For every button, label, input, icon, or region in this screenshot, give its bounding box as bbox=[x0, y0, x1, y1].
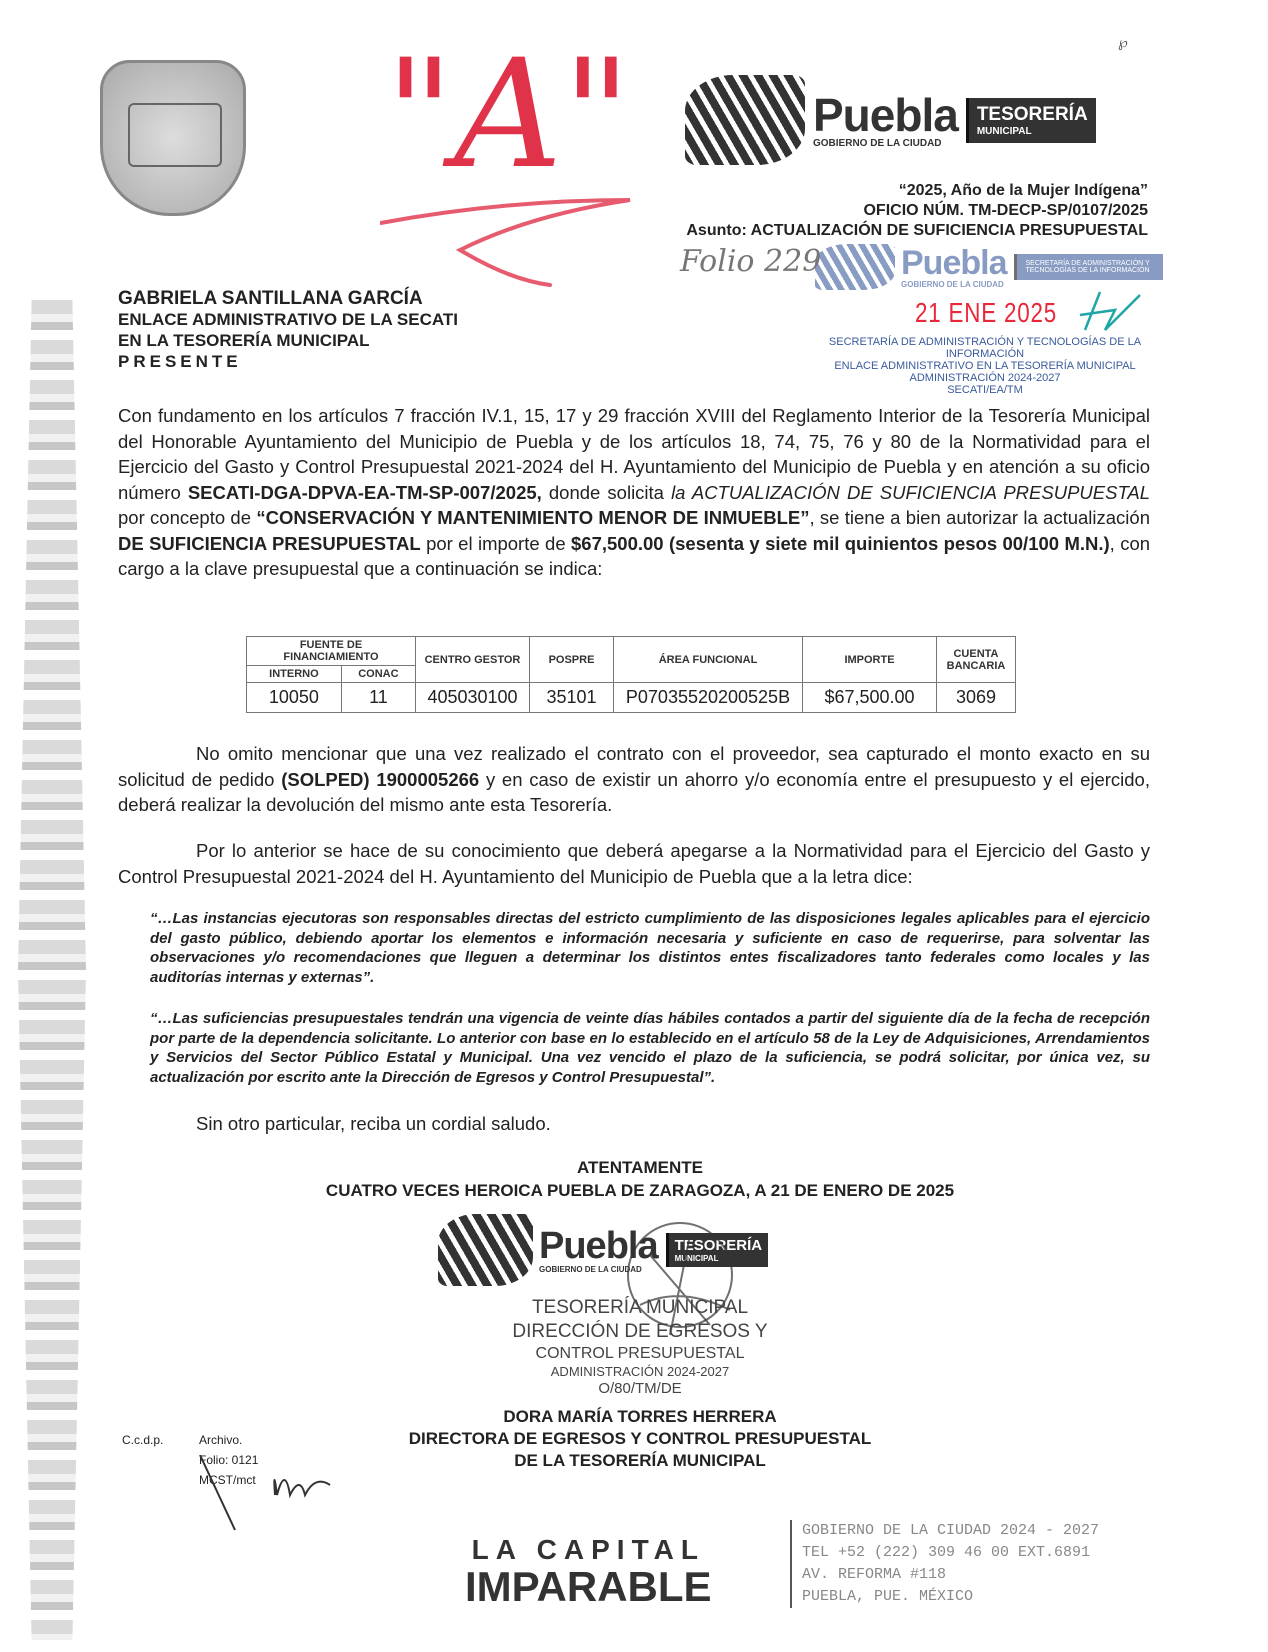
paragraph-solped bbox=[118, 741, 1150, 818]
ccp-line: MCST/mct bbox=[199, 1473, 256, 1487]
red-underline-stroke bbox=[380, 50, 650, 300]
ccp-label: C.c.d.p. bbox=[122, 1433, 164, 1447]
municipal-seal bbox=[100, 60, 246, 216]
solped-number: (SOLPED) 1900005266 bbox=[281, 768, 480, 790]
logo-box-title: TESORERÍA bbox=[976, 103, 1088, 125]
closing-greeting: Sin otro particular, reciba un cordial saludo. bbox=[196, 1113, 551, 1134]
stamp-logo-sub: GOBIERNO DE LA CIUDAD bbox=[901, 279, 1004, 289]
stamp-logo-word: Puebla bbox=[901, 243, 1007, 282]
puebla-tesoreria-logo bbox=[685, 75, 1096, 165]
secati-logo-icon bbox=[815, 244, 895, 290]
signer-title: DIRECTORA DE EGRESOS Y CONTROL PRESUPUESTAL bbox=[408, 1429, 872, 1448]
ccp-line: Folio: 0121 bbox=[199, 1453, 259, 1467]
cell-interno: 10050 bbox=[247, 683, 342, 713]
budget-key-table bbox=[246, 636, 1016, 713]
header-importe: IMPORTE bbox=[803, 637, 937, 683]
addressee-role: EN LA TESORERÍA MUNICIPAL bbox=[118, 331, 370, 350]
logo-word: Puebla bbox=[539, 1224, 658, 1267]
stamp-line: TESORERÍA MUNICIPAL bbox=[531, 1297, 749, 1318]
text: y en caso de existir un ahorro y/o economía entre el presupuesto y el ejercido, deberá realizar la devolución del mismo ante esta Tesorería. bbox=[118, 768, 1150, 815]
page-mark: ℘ bbox=[1118, 34, 1128, 50]
cell-pospre: 35101 bbox=[530, 683, 614, 713]
addressee-present: PRESENTE bbox=[118, 352, 242, 371]
red-handwritten-mark: "A" bbox=[385, 28, 632, 202]
signer-name: DORA MARÍA TORRES HERRERA bbox=[503, 1407, 777, 1426]
stamp-line: ADMINISTRACIÓN 2024-2027 bbox=[550, 1364, 730, 1379]
stamp-logo-box: SECRETARÍA DE ADMINISTRACIÓN Y TECNOLOGÍAS DE LA INFORMACIÓN bbox=[1014, 254, 1163, 280]
footer-line: GOBIERNO DE LA CIUDAD 2024 - 2027 bbox=[802, 1522, 1100, 1539]
amount: $67,500.00 (sesenta y siete mil quinientos pesos 00/100 M.N.) bbox=[571, 532, 1110, 554]
handwritten-initials bbox=[1075, 290, 1145, 335]
place-date: CUATRO VECES HEROICA PUEBLA DE ZARAGOZA, A 21 DE ENERO DE 2025 bbox=[325, 1181, 955, 1200]
handwritten-folio: Folio 229 bbox=[680, 244, 822, 279]
stamp-line: ADMINISTRACIÓN 2024-2027 bbox=[909, 372, 1061, 384]
cell-cuenta: 3069 bbox=[937, 683, 1016, 713]
header-area-funcional: ÁREA FUNCIONAL bbox=[614, 637, 803, 683]
copies-block bbox=[122, 1430, 259, 1487]
city-logo-icon bbox=[438, 1214, 533, 1286]
quote-responsibility: “…Las instancias ejecutoras son responsables directas del estricto cumplimiento de las disposiciones legales aplicables para el ejercicio del gasto público, debiendo aportar los elementos e información necesaria y suficiente en caso de requerirse, para solventar las observaciones y/o recomendaciones que lleguen a determinar los distintos entes fiscalizadores tanto federales como locales y las auditorías internas y externas”. bbox=[150, 910, 1150, 986]
signer-title-2: DE LA TESORERÍA MUNICIPAL bbox=[514, 1451, 766, 1470]
text: No omito mencionar que una vez realizado el contrato con el proveedor, sea capturado el monto exacto en su solicitud de pedido bbox=[118, 743, 1150, 790]
stamp-line: DIRECCIÓN DE EGRESOS Y bbox=[512, 1321, 768, 1342]
logo-box-title: TESORERÍA bbox=[674, 1237, 763, 1254]
addressee-name: GABRIELA SANTILLANA GARCÍA bbox=[118, 288, 423, 309]
text: por concepto de bbox=[118, 507, 257, 528]
reference-oficio: SECATI-DGA-DPVA-EA-TM-SP-007/2025, bbox=[187, 481, 542, 503]
quote-validity: “…Las suficiencias presupuestales tendrán una vigencia de veinte días hábiles contados a partir del siguiente día de la fecha de recepción por parte de la dependencia solicitante. Lo anterior con base en lo establecido en el artículo 58 de la Ley de Adquisiciones, Arrendamientos y Servicios del Sector Público Estatal y Municipal. Una vez vencido el plazo de la suficiencia, se podrá solicitar, por única vez, su actualización por escrito ante la Dirección de Egresos y Control Presupuestal”. bbox=[150, 1010, 1150, 1086]
reception-stamp-logo bbox=[815, 244, 1163, 290]
tesoreria-stamp-text bbox=[480, 1296, 800, 1398]
stamp-line: O/80/TM/DE bbox=[598, 1380, 682, 1397]
oficio-number: OFICIO NÚM. TM-DECP-SP/0107/2025 bbox=[863, 202, 1148, 219]
footer-address: AV. REFORMA #118 bbox=[802, 1566, 947, 1583]
footer-city: PUEBLA, PUE. MÉXICO bbox=[802, 1588, 974, 1605]
paragraph-authorization bbox=[118, 403, 1150, 582]
text: donde solicita bbox=[541, 481, 672, 503]
logo-word: Puebla bbox=[813, 88, 958, 141]
header-pospre: POSPRE bbox=[530, 637, 614, 683]
atentamente: ATENTAMENTE bbox=[577, 1158, 703, 1177]
cell-importe: $67,500.00 bbox=[803, 683, 937, 713]
city-logo-icon bbox=[685, 75, 805, 165]
text: la ACTUALIZACIÓN DE SUFICIENCIA PRESUPUESTAL bbox=[671, 481, 1151, 503]
cell-area-funcional: P07035520200525B bbox=[614, 683, 803, 713]
addressee-block bbox=[118, 288, 458, 372]
text: , se tiene a bien autorizar la actualización bbox=[809, 507, 1150, 528]
logo-box-sub: MUNICIPAL bbox=[976, 125, 1032, 137]
text: por el importe de bbox=[420, 532, 571, 554]
footer-phone: TEL +52 (222) 309 46 00 EXT.6891 bbox=[802, 1544, 1091, 1561]
paragraph-normativity: Por lo anterior se hace de su conocimiento que deberá apegarse a la Normatividad para el Ejercicio del Gasto y Control Presupuestal 2021-2024 del H. Ayuntamiento del Municipio de Puebla que a la letra dice: bbox=[118, 840, 1150, 887]
stamp-line: SECRETARÍA DE ADMINISTRACIÓN Y TECNOLOGÍAS DE LA INFORMACIÓN bbox=[828, 336, 1142, 360]
brand-line-1: LA CAPITAL bbox=[471, 1534, 705, 1565]
footer-brand bbox=[465, 1535, 712, 1609]
header-conac: CONAC bbox=[341, 666, 415, 683]
addressee-role: ENLACE ADMINISTRATIVO DE LA SECATI bbox=[118, 310, 458, 329]
reception-date-stamp: 21 ENE 2025 bbox=[915, 297, 1058, 328]
reception-stamp-text bbox=[820, 336, 1150, 396]
ccp-line: Archivo. bbox=[199, 1433, 243, 1447]
header-interno: INTERNO bbox=[247, 666, 342, 683]
stamp-line: ENLACE ADMINISTRATIVO EN LA TESORERÍA MUNICIPAL bbox=[834, 360, 1136, 372]
header-centro-gestor: CENTRO GESTOR bbox=[416, 637, 530, 683]
year-motto: “2025, Año de la Mujer Indígena” bbox=[898, 182, 1148, 199]
footer-contact bbox=[790, 1520, 1099, 1608]
text: Con fundamento en los artículos 7 fracción IV.1, 15, 17 y 29 fracción XVIII del Reglamento Interior de la Tesorería Municipal del Honorable Ayuntamiento del Municipio de Puebla y de los artículos 18, 74, 75, 76 y 80 de la Normatividad para el Ejercicio del Gasto y Control Presupuestal 2021-2024 del H. Ayuntamiento del Municipio de Puebla y en atención a su oficio número bbox=[118, 405, 1150, 503]
header-fuente: FUENTE DE FINANCIAMIENTO bbox=[247, 637, 416, 666]
table-row bbox=[247, 683, 1016, 713]
text: , con cargo a la clave presupuestal que a continuación se indica: bbox=[118, 532, 1151, 579]
brand-line-2: IMPARABLE bbox=[465, 1563, 712, 1610]
concept: “CONSERVACIÓN Y MANTENIMIENTO MENOR DE INMUEBLE” bbox=[256, 507, 810, 528]
text: DE SUFICIENCIA PRESUPUESTAL bbox=[118, 532, 421, 554]
logo-box-sub: MUNICIPAL bbox=[674, 1254, 719, 1263]
decorative-border-strip bbox=[18, 300, 86, 1640]
header-cuenta: CUENTA BANCARIA bbox=[937, 637, 1016, 683]
logo-subtitle: GOBIERNO DE LA CIUDAD bbox=[539, 1264, 642, 1274]
cell-conac: 11 bbox=[341, 683, 415, 713]
cell-centro-gestor: 405030100 bbox=[416, 683, 530, 713]
logo-subtitle: GOBIERNO DE LA CIUDAD bbox=[813, 137, 942, 149]
stamp-line: SECATI/EA/TM bbox=[947, 384, 1023, 396]
handwritten-initials-ccp bbox=[195, 1455, 345, 1535]
subject-line: Asunto: ACTUALIZACIÓN DE SUFICIENCIA PRESUPUESTAL bbox=[686, 222, 1148, 239]
stamp-line: CONTROL PRESUPUESTAL bbox=[535, 1345, 745, 1362]
